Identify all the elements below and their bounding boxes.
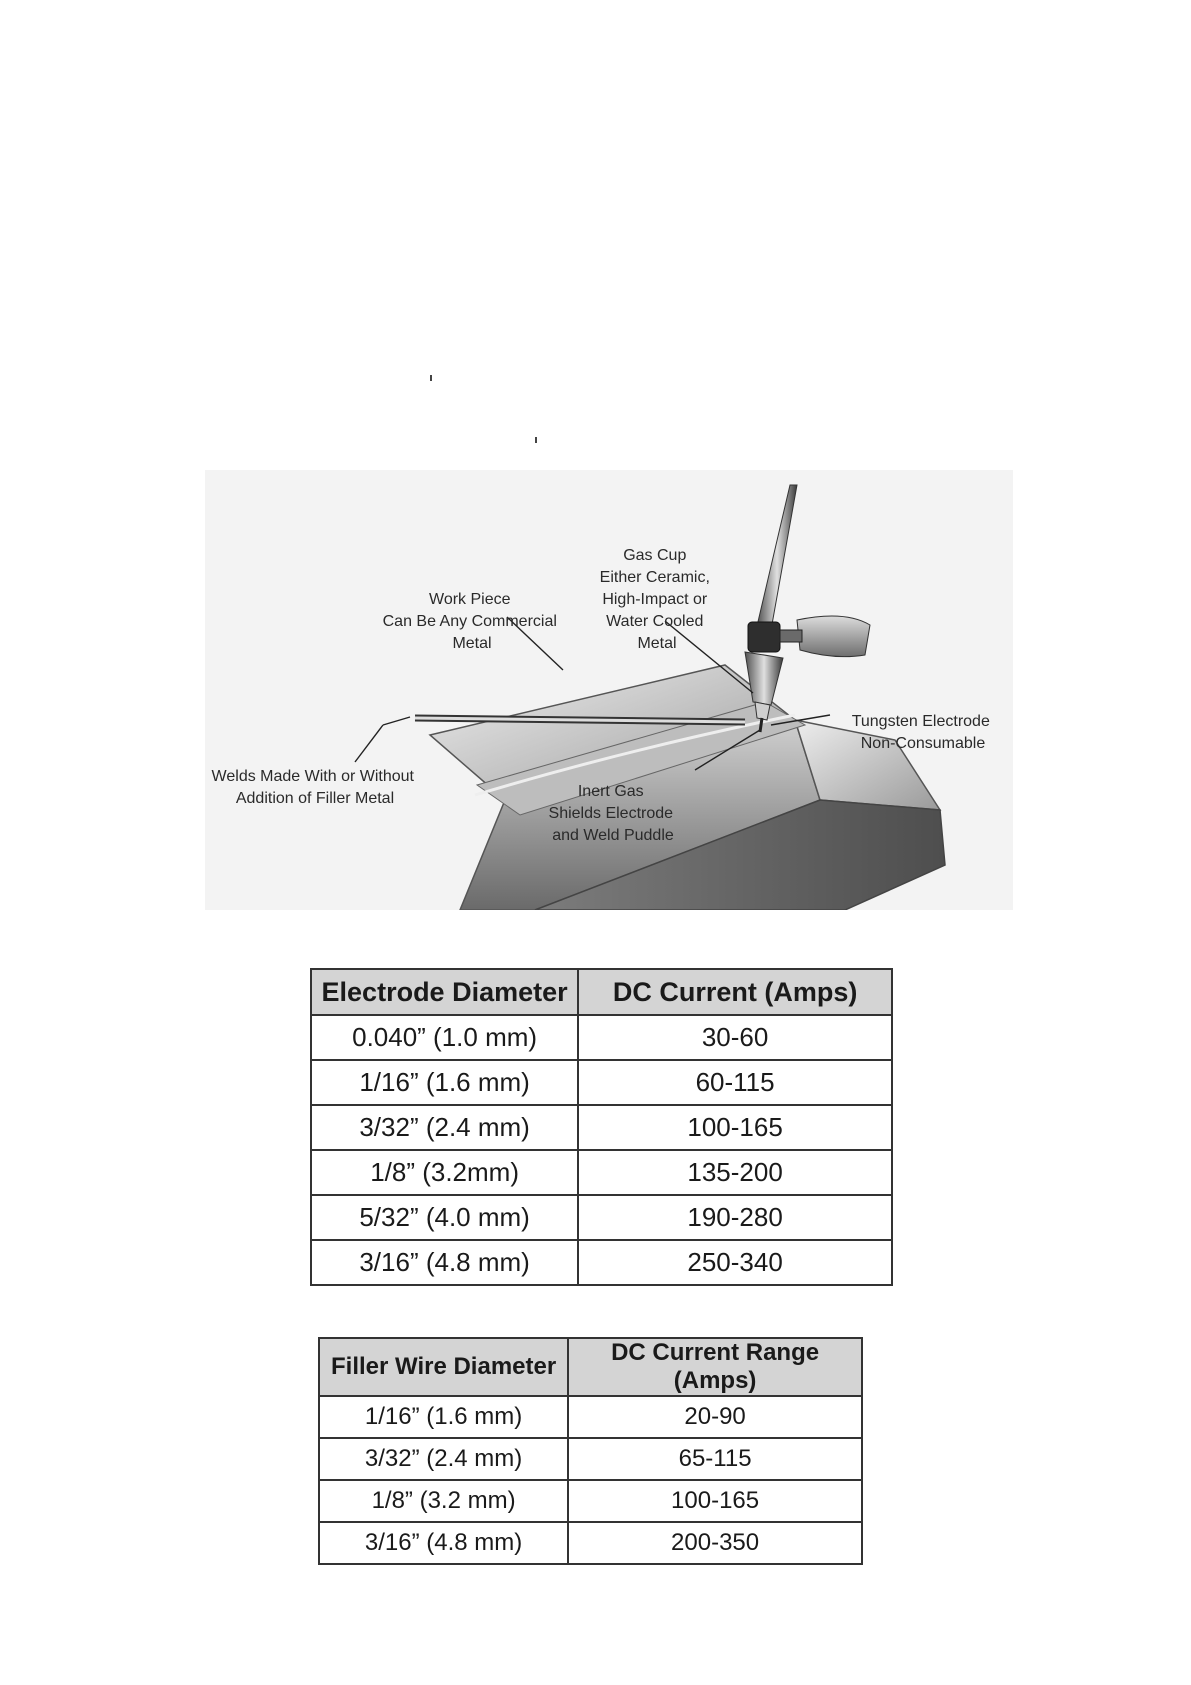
dc-current-cell: 60-115 [578, 1060, 892, 1105]
column-header: Electrode Diameter [311, 969, 578, 1015]
table-row [319, 1438, 862, 1480]
table-row [311, 1060, 892, 1105]
table-header-row [311, 969, 892, 1015]
callout-inert-gas: Inert Gas Shields Electrode and Weld Puddle [548, 783, 674, 844]
dc-current-cell: 30-60 [578, 1015, 892, 1060]
table-row [319, 1522, 862, 1564]
table-row [311, 1105, 892, 1150]
table-row [311, 1015, 892, 1060]
callout-gas-cup: Gas Cup Either Ceramic, High-Impact or Water Cooled Metal [599, 547, 710, 652]
dc-current-range-cell: 100-165 [568, 1480, 862, 1522]
dc-current-cell: 190-280 [578, 1195, 892, 1240]
dc-current-cell: 250-340 [578, 1240, 892, 1285]
scan-speck [535, 437, 537, 443]
dc-current-range-cell: 20-90 [568, 1396, 862, 1438]
electrode-diameter-cell: 0.040” (1.0 mm) [311, 1015, 578, 1060]
dc-current-range-cell: 65-115 [568, 1438, 862, 1480]
electrode-diameter-cell: 5/32” (4.0 mm) [311, 1195, 578, 1240]
callout-tungsten-electrode: Tungsten Electrode Non-Consumable [851, 713, 990, 752]
electrode-diameter-cell: 1/8” (3.2mm) [311, 1150, 578, 1195]
filler-diameter-cell: 1/8” (3.2 mm) [319, 1480, 568, 1522]
table-row [311, 1240, 892, 1285]
column-header: Filler Wire Diameter [319, 1338, 568, 1396]
scan-speck [430, 375, 432, 381]
table-row [311, 1195, 892, 1240]
table-header-row [319, 1338, 862, 1396]
callout-filler-metal: Welds Made With or Without Addition of Filler Metal [211, 768, 414, 807]
dc-current-cell: 100-165 [578, 1105, 892, 1150]
column-header: DC Current (Amps) [578, 969, 892, 1015]
table-row [319, 1480, 862, 1522]
filler-wire-current-table [318, 1337, 863, 1565]
table-row [319, 1396, 862, 1438]
filler-diameter-cell: 3/16” (4.8 mm) [319, 1522, 568, 1564]
electrode-current-table [310, 968, 893, 1286]
electrode-diameter-cell: 3/16” (4.8 mm) [311, 1240, 578, 1285]
electrode-diameter-cell: 3/32” (2.4 mm) [311, 1105, 578, 1150]
filler-diameter-cell: 1/16” (1.6 mm) [319, 1396, 568, 1438]
dc-current-cell: 135-200 [578, 1150, 892, 1195]
filler-rod [415, 718, 745, 722]
tig-welding-diagram [205, 470, 1013, 910]
electrode-diameter-cell: 1/16” (1.6 mm) [311, 1060, 578, 1105]
filler-diameter-cell: 3/32” (2.4 mm) [319, 1438, 568, 1480]
table-row [311, 1150, 892, 1195]
column-header: DC Current Range (Amps) [568, 1338, 862, 1396]
callout-work-piece: Work Piece Can Be Any Commercial Metal [382, 591, 557, 652]
dc-current-range-cell: 200-350 [568, 1522, 862, 1564]
tig-welding-illustration [205, 470, 1013, 910]
